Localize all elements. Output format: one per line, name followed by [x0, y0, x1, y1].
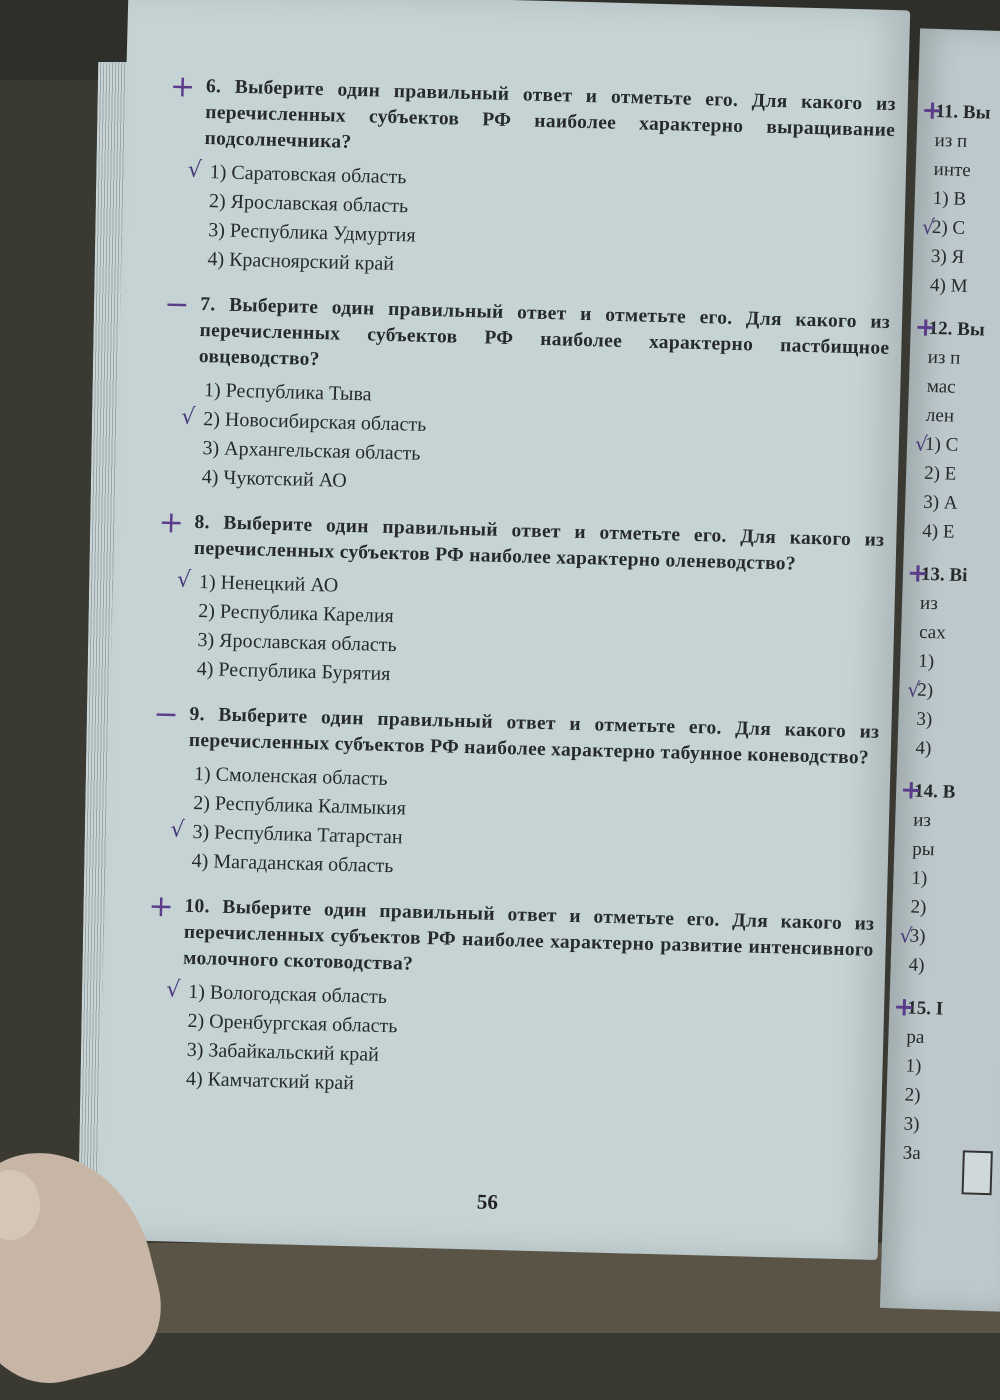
right-line [927, 343, 1000, 375]
right-line-text: из [919, 592, 939, 615]
right-line-text: 4) [915, 737, 932, 760]
right-line-text: из п [934, 129, 968, 152]
right-line [919, 618, 1000, 650]
right-line [903, 1109, 1000, 1141]
option-label: 4) Чукотский АО [201, 466, 347, 492]
checkmark-icon: √ [921, 214, 936, 239]
grade-mark: + [169, 69, 196, 105]
checkmark-icon: √ [899, 923, 913, 948]
question-body: Выберите один правильный ответ и отметьте его. Для какого из перечисленных субъектов РФ наиболее характерно табунное коневодство? [188, 704, 880, 769]
page-number: 56 [476, 1189, 499, 1215]
right-line-text: лен [925, 404, 955, 427]
option-label: 2) Ярославская область [208, 190, 409, 218]
right-line [934, 126, 1000, 158]
right-line-text: 2) С [931, 216, 966, 239]
right-line-text: 3) А [922, 491, 958, 514]
grade-mark: + [921, 95, 944, 127]
right-line-text: ры [912, 838, 935, 861]
right-line [923, 488, 1000, 520]
option-label: 1) Ненецкий АО [198, 571, 339, 597]
grade-mark: + [914, 312, 937, 344]
right-line [916, 705, 1000, 737]
option-label: 1) Вологодская область [188, 980, 388, 1009]
right-line-text: ра [906, 1026, 925, 1049]
grade-mark: + [148, 888, 175, 925]
question-text [183, 894, 875, 990]
right-line-text: 3) [916, 708, 933, 731]
question-number: 9. [189, 703, 206, 726]
question-number: 7. [200, 293, 216, 316]
checkmark-icon: √ [914, 431, 929, 456]
right-line [905, 1051, 1000, 1083]
question-block [153, 696, 880, 894]
right-line [933, 155, 1000, 187]
right-question-number [892, 992, 1000, 1026]
right-line [911, 864, 1000, 896]
right-line [899, 922, 1000, 954]
options-list [176, 567, 883, 702]
right-line-text: 2) Е [923, 462, 957, 485]
option-label: 1) Смоленская область [193, 762, 388, 791]
grade-mark: + [158, 504, 185, 541]
grade-mark: − [163, 287, 190, 323]
right-line-text: 4) [908, 954, 925, 977]
right-line-text: За [902, 1142, 922, 1165]
right-page-column [892, 95, 1000, 1171]
right-line-text: 1) [917, 650, 935, 673]
right-line-text: 11. Вы [935, 100, 991, 124]
option-label: 4) Камчатский край [185, 1067, 355, 1095]
options-list [170, 760, 878, 894]
question-text [194, 510, 885, 580]
question-body: Выберите один правильный ответ и отметьте его. Для какого из перечисленных субъектов РФ наиболее характерно пастбищное овцеводство? [198, 294, 891, 371]
question-number: 8. [194, 511, 211, 534]
option-label: 3) Ярославская область [197, 629, 397, 657]
grade-mark: + [906, 558, 930, 589]
checkmark-icon: √ [170, 817, 185, 843]
right-question-number [906, 558, 1000, 592]
question-block [163, 287, 891, 510]
right-line [915, 734, 1000, 766]
right-line [912, 835, 1000, 867]
right-question-number [899, 775, 1000, 809]
right-line [921, 213, 1000, 245]
options-list [166, 977, 873, 1112]
right-line [904, 1080, 1000, 1112]
right-line-text: 15. І [907, 997, 944, 1020]
option-label: 3) Забайкальский край [186, 1038, 380, 1066]
right-line [926, 372, 1000, 404]
right-line-text: 4) М [929, 274, 968, 298]
right-line-text: 3) [903, 1113, 920, 1135]
question-body: Выберите один правильный ответ и отметьте его. Для какого из перечисленных субъектов РФ наиболее характерно оленеводство? [193, 512, 885, 575]
right-line [931, 242, 1000, 274]
option-label: 3) Республика Удмуртия [207, 219, 416, 247]
right-line-text: 4) Е [922, 520, 955, 543]
checkmark-icon: √ [181, 404, 196, 430]
answer-box [962, 1150, 993, 1195]
right-line [906, 1023, 1000, 1055]
right-line-text: 2) [910, 896, 927, 919]
right-line-text: 1) С [924, 433, 959, 456]
option-label: 1) Саратовская область [209, 161, 407, 189]
grade-mark: − [153, 696, 180, 733]
right-line-text: из [912, 809, 932, 832]
right-line [926, 401, 1000, 433]
questions-list [148, 69, 897, 1130]
question-text [204, 74, 896, 170]
option-label: 2) Республика Карелия [197, 600, 395, 628]
checkmark-icon: √ [906, 677, 921, 702]
grade-mark: + [892, 992, 916, 1023]
question-block [158, 504, 885, 702]
options-list [187, 157, 894, 292]
question-number: 6. [205, 76, 222, 98]
right-line [918, 647, 1000, 679]
option-label: 3) Республика Татарстан [192, 820, 403, 849]
question-text [189, 702, 880, 772]
right-line-text: 1) В [932, 187, 967, 210]
option-label: 2) Оренбургская область [187, 1009, 398, 1038]
option-label: 3) Архангельская область [202, 437, 421, 465]
right-line-text: 1) [905, 1055, 922, 1077]
question-body: Выберите один правильный ответ и отметьте его. Для какого из перечисленных субъектов РФ наиболее характерно развитие интенсивного молочного скотоводства? [182, 896, 875, 975]
right-line [922, 517, 1000, 549]
question-block [148, 888, 875, 1112]
option-label: 1) Республика Тыва [203, 379, 372, 406]
right-line [910, 893, 1000, 925]
question-number: 10. [184, 895, 211, 918]
right-question-number [914, 312, 1000, 346]
grade-mark: + [899, 775, 923, 806]
question-block [169, 69, 897, 292]
option-label: 2) Новосибирская область [202, 408, 427, 436]
right-line-text: 3) Я [930, 245, 965, 268]
left-page [96, 0, 910, 1260]
option-label: 4) Магаданская область [191, 849, 394, 878]
question-text [199, 292, 891, 388]
question-body: Выберите один правильный ответ и отметьте его. Для какого из перечисленных субъектов РФ наиболее характерно выращивание подсолнечника? [204, 76, 897, 153]
right-line-text: 13. Ві [920, 563, 968, 587]
right-line [914, 430, 1000, 462]
right-line [932, 184, 1000, 216]
option-label: 4) Республика Бурятия [196, 658, 391, 686]
right-line [908, 951, 1000, 983]
checkmark-icon: √ [187, 157, 203, 183]
right-question-number [921, 95, 1000, 129]
right-line-text: 1) [911, 867, 928, 890]
right-line-text: 2) [917, 679, 934, 702]
options-list [181, 376, 888, 510]
right-line-text: 2) [904, 1084, 921, 1106]
right-line-text: 12. Вы [928, 317, 986, 341]
right-line-text: инте [933, 158, 972, 182]
right-line [920, 589, 1000, 621]
right-line-text: мас [926, 375, 956, 398]
right-line-text: 14. В [913, 780, 956, 803]
right-line [913, 806, 1000, 838]
option-label: 4) Красноярский край [207, 248, 395, 276]
option-label: 2) Республика Калмыкия [192, 791, 407, 820]
right-line-text: 3) [909, 925, 926, 948]
right-line [906, 676, 1000, 708]
checkmark-icon: √ [166, 977, 181, 1003]
right-line-text: сах [918, 621, 947, 644]
right-line-text: из п [927, 346, 961, 369]
checkmark-icon: √ [176, 567, 192, 593]
right-line [930, 271, 1000, 303]
right-line [924, 459, 1000, 491]
